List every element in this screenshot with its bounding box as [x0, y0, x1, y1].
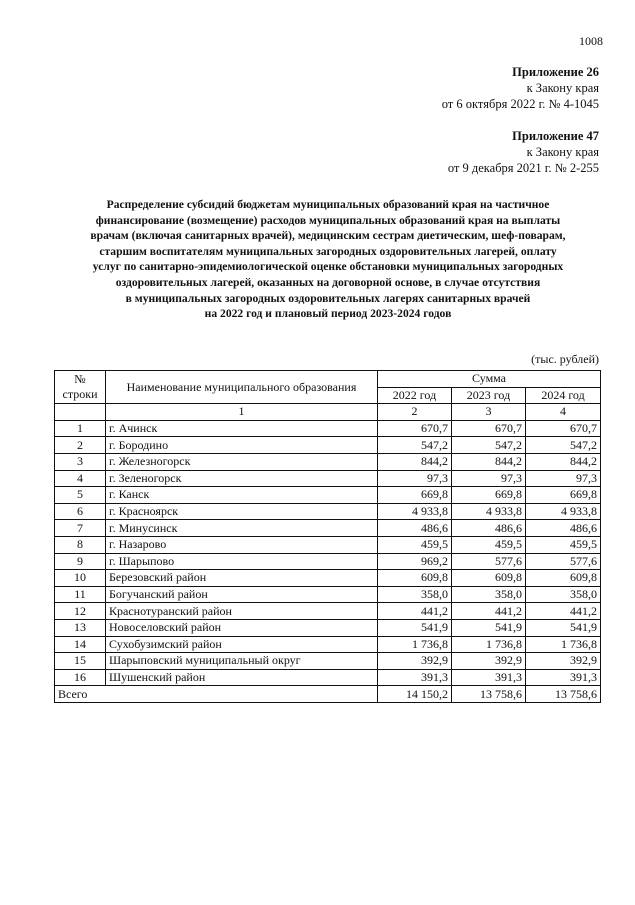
value-2024: 577,6 [526, 553, 601, 570]
row-number: 14 [55, 636, 106, 653]
index-cell-empty [55, 404, 106, 421]
value-2022: 1 736,8 [378, 636, 452, 653]
row-number: 6 [55, 503, 106, 520]
appendix-26-line1: к Закону края [526, 81, 599, 95]
table-row [55, 420, 601, 437]
appendix-47-line2: от 9 декабря 2021 г. № 2-255 [447, 161, 599, 175]
value-2022: 392,9 [378, 653, 452, 670]
row-number: 9 [55, 553, 106, 570]
value-2023: 669,8 [452, 487, 526, 504]
header-row-number-line1: № [74, 372, 86, 387]
value-2022: 541,9 [378, 619, 452, 636]
value-2022: 844,2 [378, 453, 452, 470]
value-2023: 391,3 [452, 669, 526, 686]
unit-label: (тыс. рублей) [531, 352, 599, 366]
municipality-name: г. Зеленогорск [106, 470, 378, 487]
appendix-47-title: Приложение 47 [512, 129, 599, 143]
table-row [55, 487, 601, 504]
value-2023: 541,9 [452, 619, 526, 636]
appendix-26-block [442, 64, 599, 112]
value-2023: 441,2 [452, 603, 526, 620]
table-row [55, 470, 601, 487]
municipality-name: Сухобузимский район [106, 636, 378, 653]
value-2022: 441,2 [378, 603, 452, 620]
value-2023: 486,6 [452, 520, 526, 537]
municipality-name: Новоселовский район [106, 619, 378, 636]
value-2024: 392,9 [526, 653, 601, 670]
total-2024: 13 758,6 [526, 686, 601, 703]
municipality-name: г. Красноярск [106, 503, 378, 520]
value-2022: 547,2 [378, 437, 452, 454]
value-2022: 609,8 [378, 570, 452, 587]
value-2024: 670,7 [526, 420, 601, 437]
table-row [55, 653, 601, 670]
value-2024: 441,2 [526, 603, 601, 620]
heading-line: финансирование (возмещение) расходов муниципальных образований края на выплаты [95, 213, 561, 227]
subsidy-table [54, 370, 601, 703]
value-2022: 969,2 [378, 553, 452, 570]
value-2022: 669,8 [378, 487, 452, 504]
table-row [55, 520, 601, 537]
heading-line: на 2022 год и плановый период 2023-2024 годов [204, 307, 452, 321]
table-index-row [55, 404, 601, 421]
value-2024: 844,2 [526, 453, 601, 470]
value-2023: 577,6 [452, 553, 526, 570]
index-cell: 4 [526, 404, 601, 421]
appendix-26-title: Приложение 26 [512, 65, 599, 79]
value-2023: 358,0 [452, 586, 526, 603]
table-row [55, 669, 601, 686]
value-2024: 486,6 [526, 520, 601, 537]
row-number: 7 [55, 520, 106, 537]
row-number: 16 [55, 669, 106, 686]
header-sum: Сумма [378, 371, 601, 388]
value-2024: 609,8 [526, 570, 601, 587]
index-cell: 1 [106, 404, 378, 421]
row-number: 4 [55, 470, 106, 487]
municipality-name: г. Ачинск [106, 420, 378, 437]
value-2024: 358,0 [526, 586, 601, 603]
table-total-row [55, 686, 601, 703]
value-2024: 669,8 [526, 487, 601, 504]
heading-line: старшим воспитателям муниципальных загородных оздоровительных лагерей, оплату [99, 244, 557, 258]
value-2024: 547,2 [526, 437, 601, 454]
value-2023: 459,5 [452, 536, 526, 553]
total-2022: 14 150,2 [378, 686, 452, 703]
value-2023: 609,8 [452, 570, 526, 587]
municipality-name: Березовский район [106, 570, 378, 587]
table-row [55, 586, 601, 603]
row-number: 12 [55, 603, 106, 620]
value-2023: 670,7 [452, 420, 526, 437]
value-2023: 547,2 [452, 437, 526, 454]
municipality-name: г. Железногорск [106, 453, 378, 470]
row-number: 8 [55, 536, 106, 553]
municipality-name: г. Назарово [106, 536, 378, 553]
table-row [55, 437, 601, 454]
municipality-name: Краснотуранский район [106, 603, 378, 620]
row-number: 11 [55, 586, 106, 603]
header-year-2022: 2022 год [378, 387, 452, 404]
header-municipality-name: Наименование муниципального образования [106, 371, 378, 404]
table-row [55, 453, 601, 470]
municipality-name: Шарыповский муниципальный округ [106, 653, 378, 670]
value-2023: 844,2 [452, 453, 526, 470]
municipality-name: г. Бородино [106, 437, 378, 454]
total-label: Всего [55, 686, 378, 703]
value-2023: 97,3 [452, 470, 526, 487]
appendix-47-line1: к Закону края [526, 145, 599, 159]
value-2022: 459,5 [378, 536, 452, 553]
value-2022: 4 933,8 [378, 503, 452, 520]
table-row [55, 570, 601, 587]
value-2022: 391,3 [378, 669, 452, 686]
value-2024: 4 933,8 [526, 503, 601, 520]
value-2022: 97,3 [378, 470, 452, 487]
municipality-name: г. Минусинск [106, 520, 378, 537]
table-row [55, 536, 601, 553]
row-number: 1 [55, 420, 106, 437]
row-number: 10 [55, 570, 106, 587]
row-number: 13 [55, 619, 106, 636]
value-2024: 97,3 [526, 470, 601, 487]
index-cell: 2 [378, 404, 452, 421]
municipality-name: г. Шарыпово [106, 553, 378, 570]
value-2024: 1 736,8 [526, 636, 601, 653]
total-2023: 13 758,6 [452, 686, 526, 703]
table-row [55, 619, 601, 636]
header-year-2023: 2023 год [452, 387, 526, 404]
header-year-2024: 2024 год [526, 387, 601, 404]
value-2022: 358,0 [378, 586, 452, 603]
value-2022: 670,7 [378, 420, 452, 437]
document-heading [52, 197, 604, 322]
row-number: 2 [55, 437, 106, 454]
heading-line: оздоровительных лагерей, оказанных на договорной основе, в случае отсутствия [115, 275, 541, 289]
value-2023: 1 736,8 [452, 636, 526, 653]
value-2023: 392,9 [452, 653, 526, 670]
table-row [55, 636, 601, 653]
value-2023: 4 933,8 [452, 503, 526, 520]
value-2022: 486,6 [378, 520, 452, 537]
table-row [55, 503, 601, 520]
heading-line: услуг по санитарно-эпидемиологической оценке обстановки муниципальных загородных [92, 260, 564, 274]
header-row-number [55, 371, 106, 404]
value-2024: 391,3 [526, 669, 601, 686]
heading-line: в муниципальных загородных оздоровительных лагерях санитарных врачей [125, 291, 531, 305]
municipality-name: Шушенский район [106, 669, 378, 686]
table-header-row [55, 371, 601, 388]
heading-line: врачам (включая санитарных врачей), медицинским сестрам диетическим, шеф-поварам, [90, 229, 566, 243]
municipality-name: г. Канск [106, 487, 378, 504]
row-number: 3 [55, 453, 106, 470]
value-2024: 541,9 [526, 619, 601, 636]
value-2024: 459,5 [526, 536, 601, 553]
municipality-name: Богучанский район [106, 586, 378, 603]
header-row-number-line2: строки [62, 387, 98, 402]
index-cell: 3 [452, 404, 526, 421]
table-row [55, 553, 601, 570]
heading-line: Распределение субсидий бюджетам муниципальных образований края на частичное [106, 198, 550, 211]
appendix-47-block [448, 128, 599, 176]
row-number: 15 [55, 653, 106, 670]
appendix-26-line2: от 6 октября 2022 г. № 4-1045 [441, 97, 599, 111]
page-number: 1008 [579, 34, 603, 48]
table-row [55, 603, 601, 620]
row-number: 5 [55, 487, 106, 504]
